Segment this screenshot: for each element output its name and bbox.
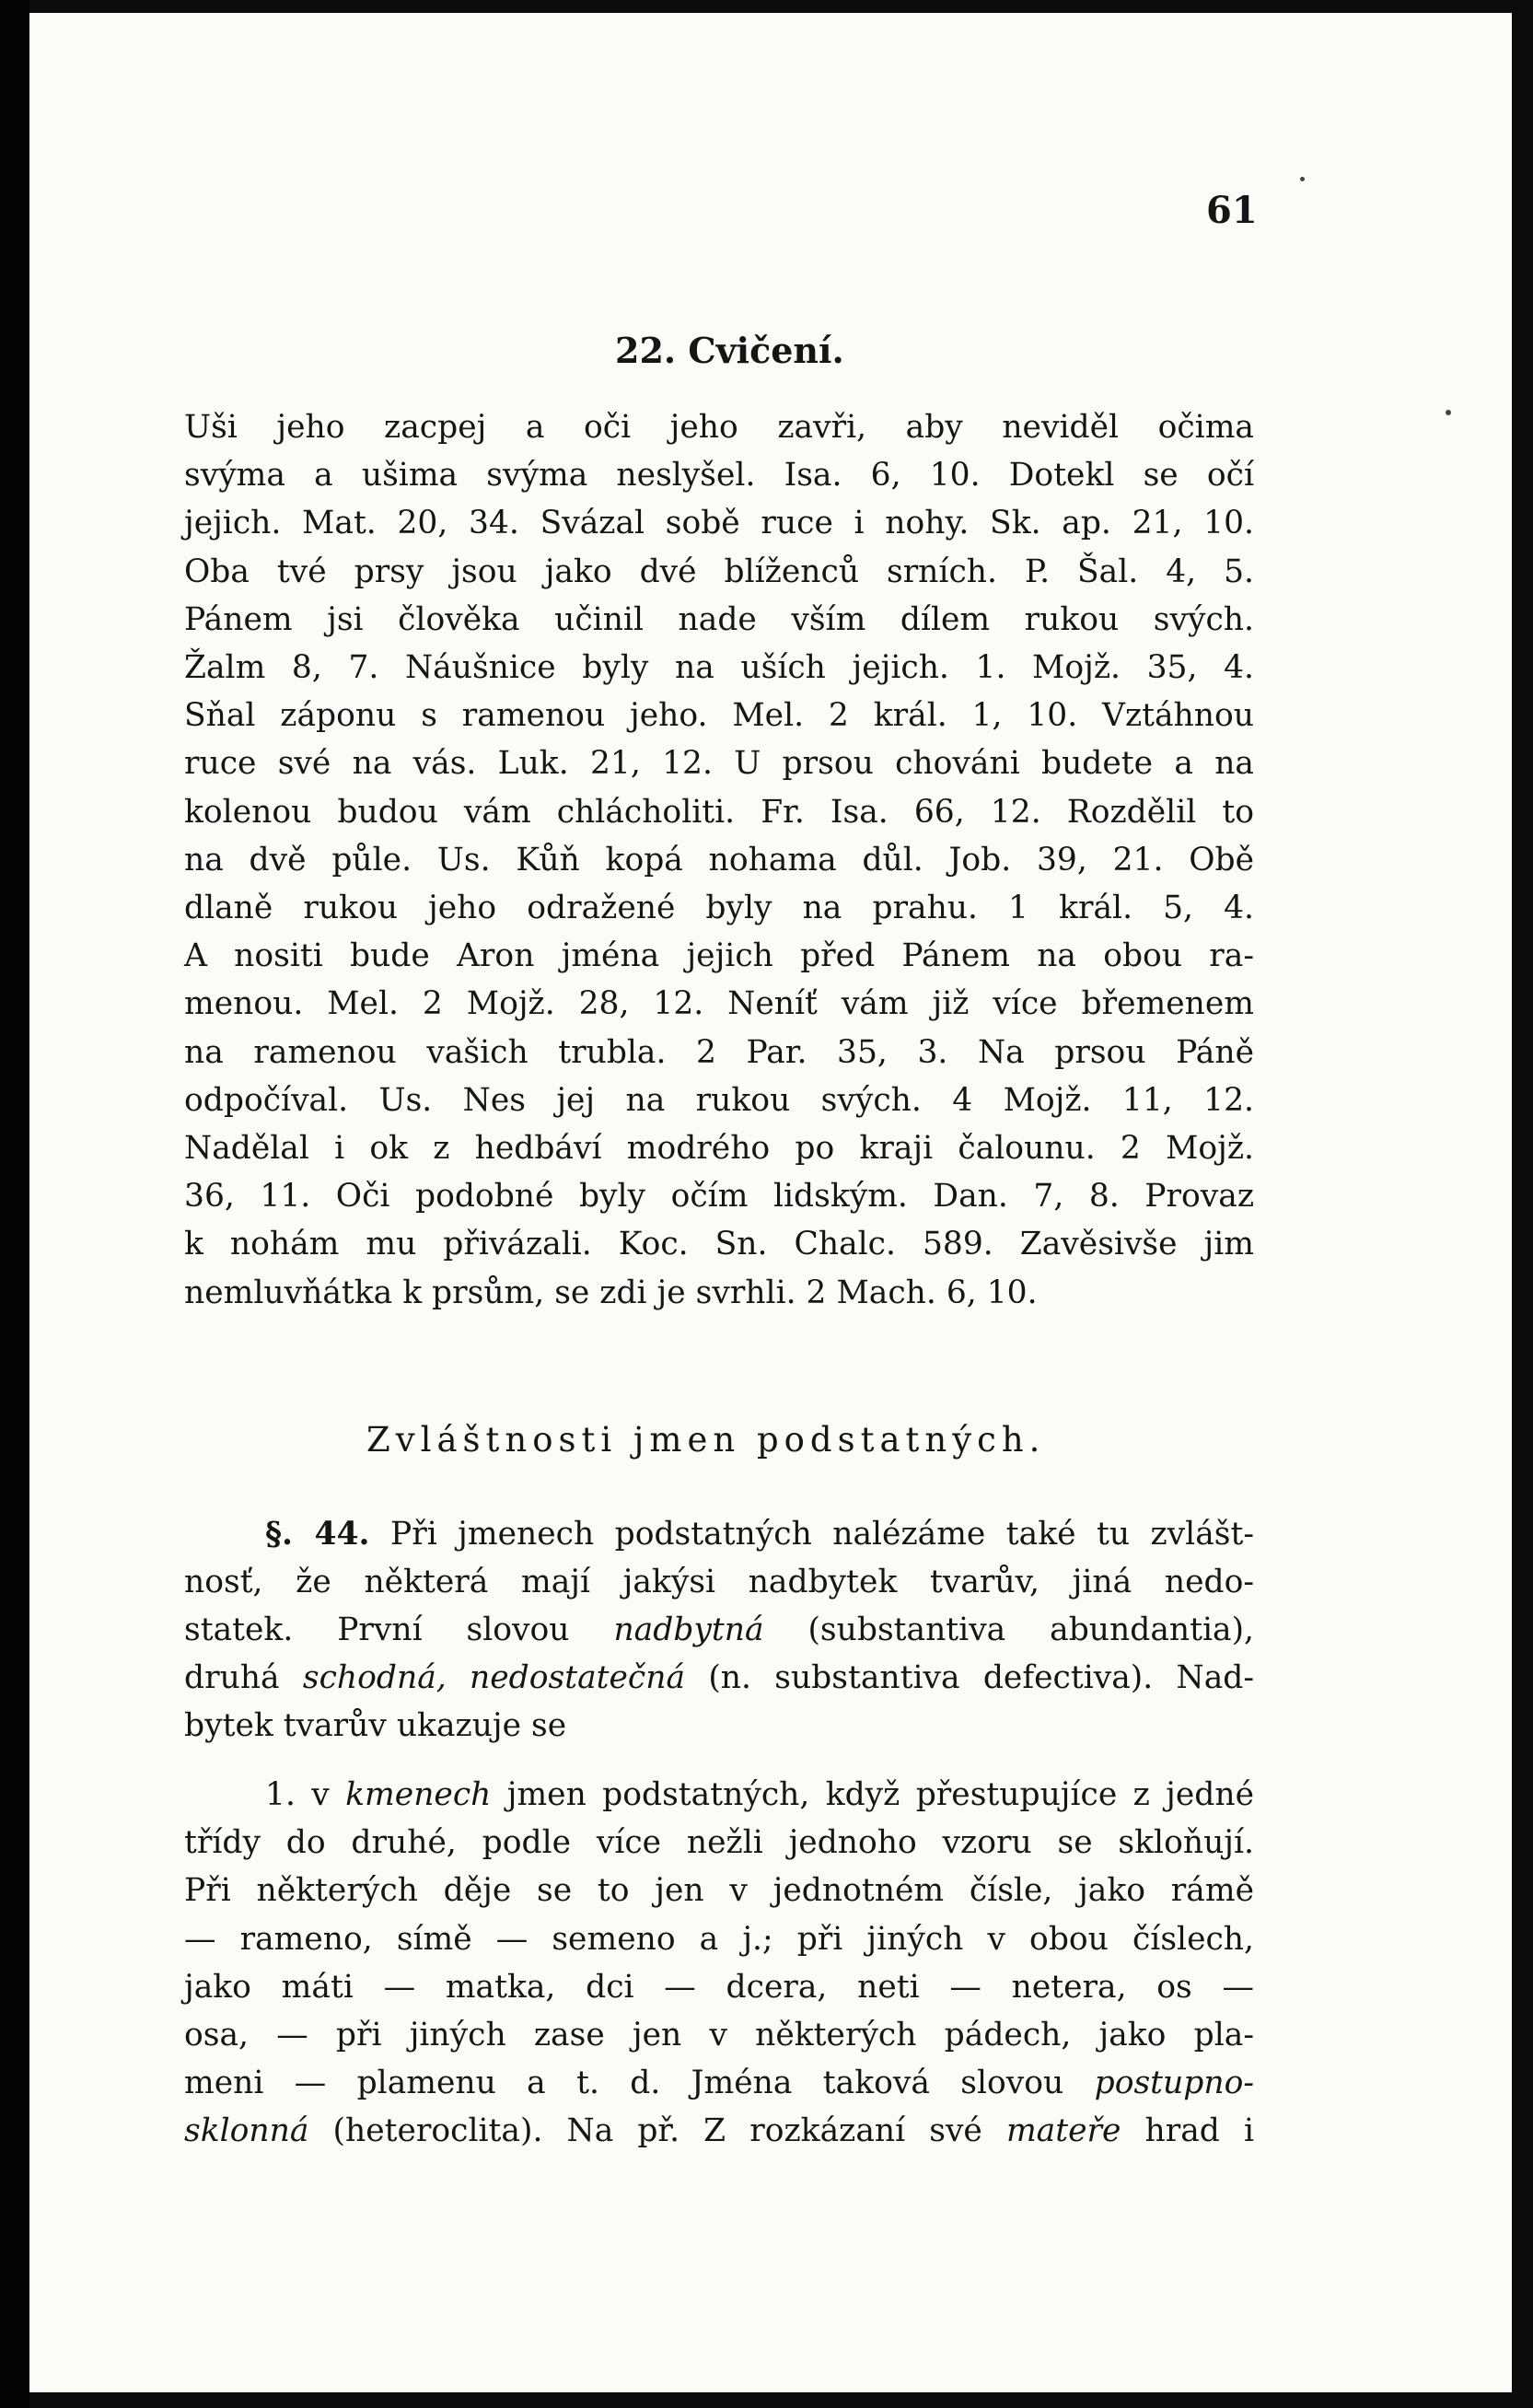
emphasis: nadbytná — [613, 1611, 764, 1648]
text-line — [184, 1654, 1254, 1702]
text-line: třídy do druhé, podle více nežli jednoho vzoru se skloňují. — [184, 1824, 1254, 1862]
emphasis: postupno- — [1094, 2065, 1255, 2102]
text-line: Nadělal i ok z hedbáví modrého po kraji čalounu. 2 Mojž. — [184, 1130, 1254, 1168]
text-line: Oba tvé prsy jsou jako dvé blíženců srních. P. Šal. 4, 5. — [184, 553, 1254, 590]
text-line: bytek tvarův ukazuje se — [184, 1707, 567, 1744]
emphasis: kmenech — [345, 1776, 492, 1813]
text-line: menou. Mel. 2 Mojž. 28, 12. Neníť vám již více břemenem — [184, 985, 1254, 1023]
text-line — [184, 1510, 1254, 1558]
text-line: nemluvňátka k prsům, se zdi je svrhli. 2 Mach. 6, 10. — [184, 1274, 1038, 1311]
text-line: Sňal záponu s ramenou jeho. Mel. 2 král. 1, 10. Vztáhnou — [184, 697, 1254, 735]
text-line: jejich. Mat. 20, 34. Svázal sobě ruce i nohy. Sk. ap. 21, 10. — [184, 505, 1254, 542]
text-line: ruce své na vás. Luk. 21, 12. U prsou chováni budete a na — [184, 745, 1254, 783]
text-line: osa, — při jiných zase jen v některých pádech, jako pla- — [184, 2017, 1254, 2054]
text-line: odpočíval. Us. Nes jej na rukou svých. 4 Mojž. 11, 12. — [184, 1081, 1254, 1119]
emphasis: sklonná — [184, 2112, 309, 2150]
text-line: k nohám mu přivázali. Koc. Sn. Chalc. 589. Zavěsivše jim — [184, 1226, 1254, 1263]
text-line: Žalm 8, 7. Náušnice byly na uších jejich. 1. Mojž. 35, 4. — [184, 649, 1254, 687]
emphasis: mateře — [1005, 2112, 1121, 2150]
exercise-heading: 22. Cvičení. — [615, 330, 844, 371]
text-line: nosť, že některá mají jakýsi nadbytek tvarův, jiná nedo- — [184, 1564, 1254, 1600]
text-line: svýma a ušima svýma neslyšel. Isa. 6, 10. Dotekl se očí — [184, 457, 1254, 494]
text-run: (n. substantiva defectiva). Nad- — [708, 1659, 1255, 1696]
text-run: 1. v — [265, 1776, 330, 1813]
text-line: dlaně rukou jeho odražené byly na prahu. 1 král. 5, 4. — [184, 890, 1254, 927]
text-line: na ramenou vašich trubla. 2 Par. 35, 3. Na prsou Páně — [184, 1033, 1254, 1071]
text-line: A nositi bude Aron jména jejich před Pánem na obou ra- — [184, 937, 1254, 975]
text-line: jako máti — matka, dci — dcera, neti — netera, os — — [184, 1968, 1254, 2006]
text-line: Při některých děje se to jen v jednotném čísle, jako rámě — [184, 1872, 1254, 1910]
text-run: jmen podstatných, když přestupujíce z jedné — [506, 1776, 1255, 1813]
text-line: Pánem jsi člověka učinil nade vším dílem rukou svých. — [184, 600, 1254, 638]
text-run: Při jmenech podstatných nalézáme také tu zvlášt- — [390, 1516, 1254, 1553]
text-run: hrad i — [1144, 2112, 1255, 2150]
scan-border — [0, 0, 29, 2408]
text-run: (substantiva abundantia), — [807, 1611, 1255, 1648]
section-number: §. 44. — [265, 1516, 370, 1553]
text-line — [184, 1606, 1254, 1654]
text-line: kolenou budou vám chlácholiti. Fr. Isa. 66, 12. Rozdělil to — [184, 793, 1254, 831]
text-run: meni — plamenu a t. d. Jména taková slovou — [184, 2065, 1064, 2102]
text-line: na dvě půle. Us. Kůň kopá nohama důl. Job. 39, 21. Obě — [184, 841, 1254, 878]
text-line: Uši jeho zacpej a oči jeho zavři, aby neviděl očima — [184, 409, 1254, 446]
text-run: statek. První slovou — [184, 1611, 570, 1648]
speck — [1446, 410, 1451, 415]
text-line — [184, 1771, 1254, 1819]
paragraph-item-1 — [184, 1771, 1254, 2156]
text-line — [184, 2059, 1254, 2107]
text-line: — rameno, símě — semeno a j.; při jiných v obou číslech, — [184, 1920, 1254, 1958]
text-run: (heteroclita). Na př. Z rozkázaní své — [332, 2112, 982, 2150]
speck — [1300, 177, 1305, 181]
text-run: druhá — [184, 1659, 280, 1696]
paragraph-44 — [184, 1510, 1254, 1750]
emphasis: schodná, nedostatečná — [302, 1659, 686, 1696]
text-line: 36, 11. Oči podobné byly očím lidským. Dan. 7, 8. Provaz — [184, 1178, 1254, 1216]
page-number: 61 — [1206, 189, 1258, 232]
exercise-paragraph — [184, 403, 1254, 1317]
section-heading: Zvláštnosti jmen podstatných. — [366, 1420, 1046, 1460]
text-line — [184, 2107, 1254, 2155]
